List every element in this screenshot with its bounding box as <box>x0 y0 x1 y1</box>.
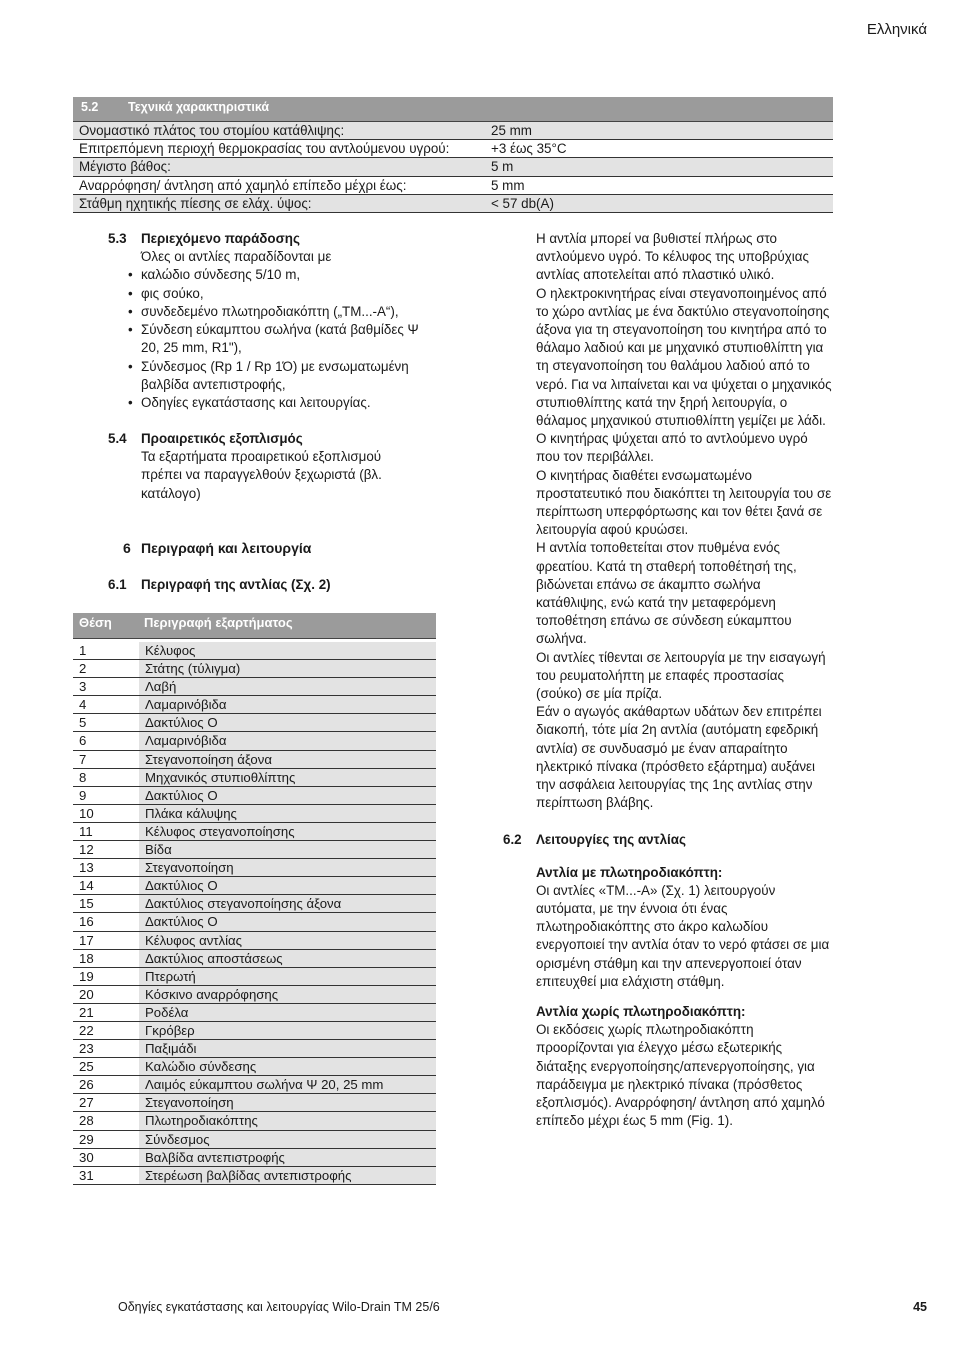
part-position: 19 <box>79 968 94 984</box>
specs-label: Αναρρόφηση/ άντληση από χαμηλό επίπεδο μέχρι έως: <box>79 177 407 193</box>
part-description: Πλωτηροδιακόπτης <box>139 1112 436 1129</box>
part-position: 25 <box>79 1059 94 1075</box>
table-row <box>73 823 436 841</box>
section-5-4-body: Τα εξαρτήματα προαιρετικού εξοπλισμού πρέπει να παραγγελθούν ξεχωριστά (βλ. κατάλογο) <box>141 449 382 501</box>
table-row <box>73 660 436 678</box>
part-position: 11 <box>79 823 93 839</box>
part-description: Πτερωτή <box>139 968 436 985</box>
part-description: Βίδα <box>139 841 436 858</box>
section-number: 6.2 <box>503 831 522 847</box>
section-title: Περιγραφή της αντλίας (Σχ. 2) <box>141 577 331 592</box>
list-item: • Σύνδεσμος (Rp 1 / Rp 1Ό) με ενσωματωμένη βαλβίδα αντεπιστροφής, <box>141 358 441 395</box>
section-title: Περιγραφή και λειτουργία <box>141 540 312 556</box>
table-row <box>73 714 436 732</box>
table-row <box>73 932 436 950</box>
parts-table <box>73 613 436 1185</box>
part-position: 6 <box>79 733 87 749</box>
part-position: 20 <box>79 986 94 1002</box>
part-position: 30 <box>79 1149 94 1165</box>
specs-label: Στάθμη ηχητικής πίεσης σε ελάχ. ύψος: <box>73 195 486 212</box>
right-column <box>503 230 832 1130</box>
table-row <box>73 1058 436 1076</box>
part-position: 16 <box>79 914 94 930</box>
description-paragraph: Εάν ο αγωγός ακάθαρτων υδάτων δεν επιτρέπει διακοπή, τότε μία 2η αντλία (αυτόματη εφεδρική αντλία) σε συνδυασμό με έναν απαραίτητο ηλεκτρικό πίνακα (πρόσθετο εξάρτημα) αυξάνει την ασφάλεια λειτουργίας της 1ης αντλίας στην περίπτωση βλάβης. <box>536 704 822 811</box>
part-description: Δακτύλιος Ο <box>139 913 436 930</box>
language-label: Ελληνικά <box>866 21 927 38</box>
section-number: 6.1 <box>108 577 127 592</box>
part-position: 2 <box>79 661 87 677</box>
part-position: 22 <box>79 1022 94 1038</box>
part-description: Λαμαρινόβιδα <box>139 696 436 713</box>
table-row <box>73 787 436 805</box>
part-position: 27 <box>79 1095 94 1111</box>
specs-value: 5 mm <box>491 177 525 193</box>
table-row <box>73 859 436 877</box>
subtext-with-float-switch: Οι αντλίες «TM...-A» (Σχ. 1) λειτουργούν αυτόματα, με την έννοια ότι ένας πλωτηροδιακόπτης στο άκρο καλωδίου ενεργοποιεί την αντλία όταν το νερό φτάσει σε μια ορισμένη στάθμη και την απενεργοποιεί όταν επιτευχθεί μια ελάχιστη στάθμη. <box>536 882 830 989</box>
part-description: Κέλυφος <box>139 642 436 659</box>
parts-body <box>73 642 436 1185</box>
section-number: 5.3 <box>108 231 127 246</box>
list-item: • Σύνδεση εύκαμπτου σωλήνα (κατά βαθμίδες Ψ 20, 25 mm, R1"), <box>141 321 441 358</box>
delivery-list <box>141 266 441 412</box>
part-position: 31 <box>79 1167 94 1183</box>
section-title: Προαιρετικός εξοπλισμός <box>141 431 303 446</box>
part-description: Δακτύλιος στεγανοποίησης άξονα <box>139 895 436 912</box>
footer-title: Οδηγίες εγκατάστασης και λειτουργίας Wilo-Drain TM 25/6 <box>118 1300 440 1314</box>
parts-header <box>73 613 436 639</box>
delivery-intro: Όλες οι αντλίες παραδίδονται με <box>141 249 332 264</box>
table-row <box>73 696 436 714</box>
part-position: 29 <box>79 1131 94 1147</box>
parts-col-position: Θέση <box>79 615 112 630</box>
table-row <box>73 1022 436 1040</box>
table-row <box>73 1149 436 1167</box>
specs-value: +3 έως 35°C <box>491 141 567 157</box>
table-row <box>73 841 436 859</box>
table-row <box>73 1167 436 1185</box>
part-description: Λαμαρινόβιδα <box>139 732 436 749</box>
part-description: Στεγανοποίηση <box>139 1094 436 1111</box>
part-position: 12 <box>79 842 94 858</box>
part-description: Στεγανοποίηση άξονα <box>139 751 436 768</box>
part-position: 26 <box>79 1077 94 1093</box>
part-description: Γκρόβερ <box>139 1022 436 1039</box>
section-title: Λειτουργίες της αντλίας <box>536 831 686 847</box>
table-row <box>73 805 436 823</box>
part-position: 1 <box>79 643 87 658</box>
list-item: • φις σούκο, <box>141 285 441 303</box>
table-row <box>73 1094 436 1112</box>
specs-value: 5 m <box>486 158 833 175</box>
specs-label: Ονομαστικό πλάτος του στομίου κατάθλιψης: <box>73 122 486 139</box>
part-description: Λαιμός εύκαμπτου σωλήνα Ψ 20, 25 mm <box>139 1076 436 1093</box>
specs-label: Επιτρεπόμενη περιοχή θερμοκρασίας του αντλούμενου υγρού: <box>79 141 450 157</box>
table-row <box>73 1131 436 1149</box>
section-6-2-heading <box>503 831 832 849</box>
part-description: Σύνδεσμος <box>139 1131 436 1148</box>
table-row <box>73 877 436 895</box>
specs-row <box>73 122 833 140</box>
list-item: • Οδηγίες εγκατάστασης και λειτουργίας. <box>141 394 441 412</box>
part-description: Κέλυφος αντλίας <box>139 932 436 949</box>
part-position: 3 <box>79 679 87 695</box>
table-row <box>73 968 436 986</box>
part-position: 13 <box>79 860 94 876</box>
table-row <box>73 1076 436 1094</box>
table-row <box>73 678 436 696</box>
part-position: 17 <box>79 932 94 948</box>
specs-value: 25 mm <box>486 122 833 139</box>
part-description: Βαλβίδα αντεπιστροφής <box>139 1149 436 1166</box>
list-item: • συνδεδεμένο πλωτηροδιακόπτη („TM...-A“), <box>141 303 441 321</box>
part-description: Μηχανικός στυπιοθλίπτης <box>139 769 436 786</box>
part-description: Δακτύλιος Ο <box>139 714 436 731</box>
part-position: 7 <box>79 751 87 767</box>
specs-value: < 57 db(A) <box>486 195 833 212</box>
table-row <box>73 769 436 787</box>
part-description: Καλώδιο σύνδεσης <box>139 1058 436 1075</box>
section-number: 6 <box>123 540 131 556</box>
table-row <box>73 986 436 1004</box>
specs-row <box>73 140 833 158</box>
part-position: 10 <box>79 805 94 821</box>
part-description: Δακτύλιος αποστάσεως <box>139 950 436 967</box>
table-row <box>73 950 436 968</box>
subtext-without-float-switch: Οι εκδόσεις χωρίς πλωτηροδιακόπτη προορίζονται για έλεγχο μέσω εξωτερικής διάταξης ενεργοποίησης/απενεργοποίησης, για παράδειγμα με ηλεκτρικό πίνακα (πρόσθετος εξοπλισμός). Αναρρόφηση/ άντληση από χαμηλό επίπεδο μέχρι έως 5 mm (Fig. 1). <box>536 1022 825 1129</box>
specs-row <box>73 177 833 195</box>
specs-row <box>73 195 833 213</box>
part-position: 15 <box>79 896 94 912</box>
table-row <box>73 1112 436 1130</box>
part-position: 4 <box>79 697 87 713</box>
parts-col-description: Περιγραφή εξαρτήματος <box>144 615 293 630</box>
specs-table <box>73 97 833 213</box>
specs-label: Μέγιστο βάθος: <box>73 158 486 175</box>
part-position: 8 <box>79 769 87 785</box>
specs-number: 5.2 <box>81 100 99 114</box>
section-number: 5.4 <box>108 431 127 446</box>
specs-row <box>73 158 833 176</box>
table-row <box>73 732 436 750</box>
description-paragraph: Η αντλία τοποθετείται στον πυθμένα ενός φρεατίου. Κατά τη σταθερή τοποθέτησή της, βιδώνεται επάνω σε άκαμπτο σωλήνα κατάθλιψης, ενώ κατά την μεταφερόμενη τοποθέτηση επάνω σε σύνδεση εύκαμπτου σωλήνα. <box>536 540 797 647</box>
description-paragraph: Η αντλία μπορεί να βυθιστεί πλήρως στο αντλούμενο υγρό. Το κέλυφος της υποβρύχιας αντλίας αποτελείται από πλαστικό υλικό. <box>536 231 809 283</box>
part-description: Στερέωση βαλβίδας αντεπιστροφής <box>139 1167 436 1184</box>
part-position: 9 <box>79 787 87 803</box>
part-description: Δακτύλιος Ο <box>139 787 436 804</box>
subheading-without-float-switch: Αντλία χωρίς πλωτηροδιακόπτη: <box>536 1003 746 1019</box>
page-number: 45 <box>913 1300 927 1314</box>
table-row <box>73 895 436 913</box>
part-position: 5 <box>79 715 87 731</box>
part-description: Κόσκινο αναρρόφησης <box>139 986 436 1003</box>
part-description: Λαβή <box>139 678 436 695</box>
table-row <box>73 751 436 769</box>
table-row <box>73 642 436 660</box>
part-description: Ροδέλα <box>139 1004 436 1021</box>
table-row <box>73 1004 436 1022</box>
part-position: 23 <box>79 1041 94 1057</box>
description-paragraph: Οι αντλίες τίθενται σε λειτουργία με την εισαγωγή του ρευματολήπτη με επαφές προστασίας (σούκο) σε μία πρίζα. <box>536 649 826 702</box>
part-description: Στάτης (τύλιγμα) <box>139 660 436 677</box>
part-description: Στεγανοποίηση <box>139 859 436 876</box>
description-paragraph: Ο ηλεκτροκινητήρας είναι στεγανοποιημένος από το χώρο αντλίας με ένα δακτύλιο στεγανοποίησης άξονα για τη στεγανοποίηση του κινητήρα από το θάλαμο λαδιού και με μηχανικό στυπιοθλίπτη για τη στεγανοποίηση του θαλάμου λαδιού από το νερό. Για να λιπαίνεται και να ψύχεται ο μηχανικός στυπιοθλίπτης κατά την ξηρή λειτουργία, ο θάλαμος μηχανικού στυπιοθλίπτη γεμίζει με λάδι. <box>536 285 832 429</box>
part-position: 14 <box>79 878 94 894</box>
part-description: Κέλυφος στεγανοποίησης <box>139 823 436 840</box>
table-row <box>73 913 436 931</box>
description-paragraph: Ο κινητήρας ψύχεται από το αντλούμενο υγρό που τον περιβάλλει. <box>536 431 808 465</box>
section-5-3-body <box>141 248 441 413</box>
list-item: • καλώδιο σύνδεσης 5/10 m, <box>141 266 441 284</box>
specs-title: Τεχνικά χαρακτηριστικά <box>128 100 270 114</box>
part-description: Πλάκα κάλυψης <box>139 805 436 822</box>
part-description: Δακτύλιος Ο <box>139 877 436 894</box>
section-title: Περιεχόμενο παράδοσης <box>141 231 300 246</box>
table-row <box>73 1040 436 1058</box>
part-position: 18 <box>79 950 94 966</box>
part-position: 21 <box>79 1004 94 1020</box>
part-description: Παξιμάδι <box>139 1040 436 1057</box>
description-paragraph: Ο κινητήρας διαθέτει ενσωματωμένο προστατευτικό που διακόπτει τη λειτουργία του σε περίπτωση υπερφόρτωσης και τον θέτει ξανά σε λειτουργία αφού κρυώσει. <box>536 467 832 538</box>
part-position: 28 <box>79 1113 94 1129</box>
specs-header <box>73 97 833 122</box>
subheading-with-float-switch: Αντλία με πλωτηροδιακόπτη: <box>536 864 723 880</box>
